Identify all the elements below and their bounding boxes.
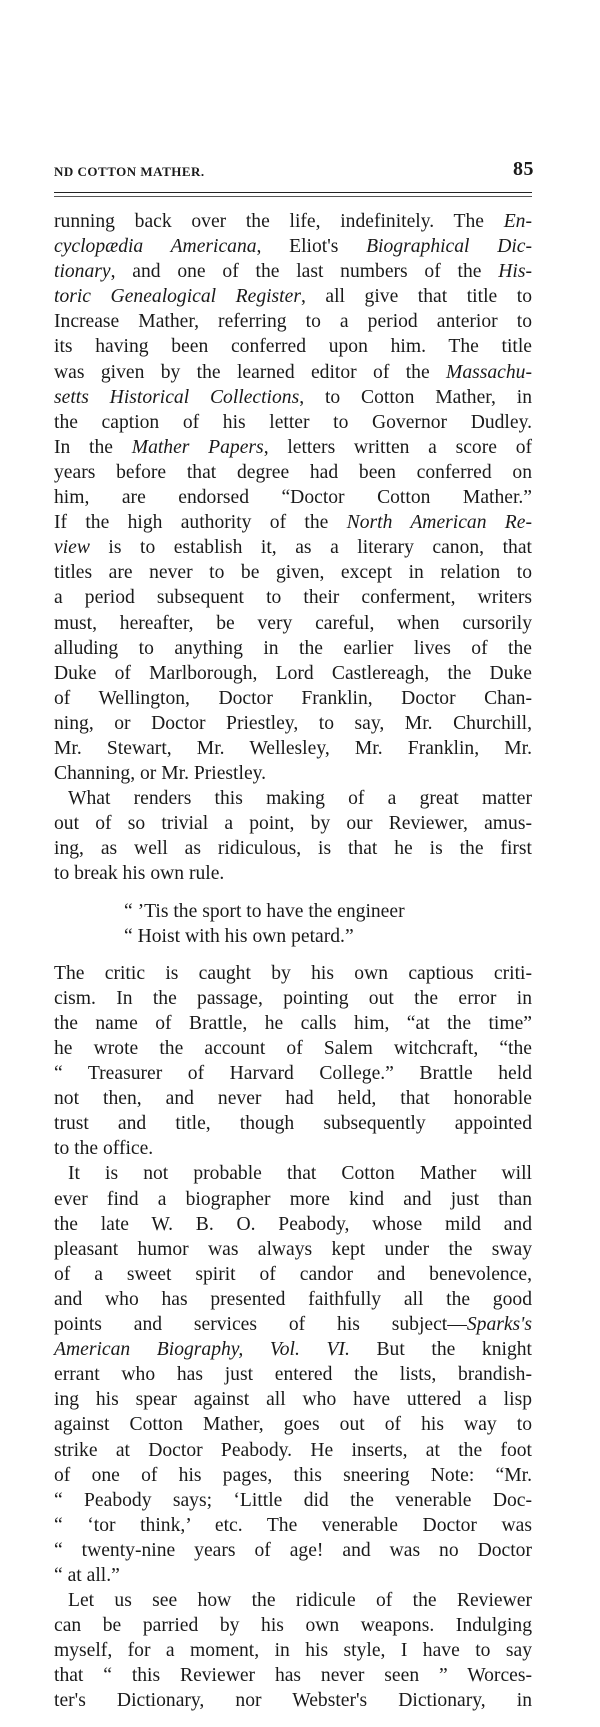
text-run: of one of his pages, this sneering Note: “Mr. [54,1464,532,1486]
text-run: In the [54,436,132,458]
text-line [54,1438,532,1463]
text-line [54,1638,532,1663]
text-run: ter's Dictionary, nor Webster's Dictionary, in [54,1690,532,1712]
text-run: myself, for a moment, in his style, I have to say [54,1640,532,1662]
text-run: of a sweet spirit of candor and benevolence, [54,1263,532,1285]
text-run: If the high authority of the [54,512,347,534]
text-run: years before that degree had been conferred on [54,461,532,483]
text-run: Increase Mather, referring to a period anterior to [54,311,532,333]
text-line [54,334,532,359]
italic-text: setts Historical Collections [54,386,300,408]
text-run: that “ this Reviewer has never seen ” Worces- [54,1665,532,1687]
text-line [54,1538,532,1563]
text-run: ing, as well as ridiculous, is that he is the first [54,838,532,860]
book-page [46,0,540,1714]
verse-quotation [54,899,532,949]
text-run: him, are endorsed “Doctor Cotton Mather.” [54,487,532,509]
text-run: trust and title, though subsequently appointed [54,1113,532,1135]
verse-line: “ Hoist with his own petard.” [124,925,354,947]
text-run: was given by the learned editor of the [54,361,447,383]
text-run: against Cotton Mather, goes out of his way to [54,1414,532,1436]
text-line [54,1688,532,1713]
running-title: ND COTTON MATHER. [54,164,205,179]
text-line [54,1588,532,1613]
text-line [54,1136,532,1161]
text-line [54,836,532,861]
text-run: , all give that title to [300,286,532,308]
text-line [54,1488,532,1513]
text-line [54,1187,532,1212]
text-run: ing his spear against all who have uttered a lisp [54,1389,532,1411]
italic-text: view [54,537,90,559]
header-rule-thin [54,196,532,197]
text-run: ning, or Doctor Priestley, to say, Mr. Churchill, [54,712,532,734]
text-line [54,961,532,986]
text-run: the late W. B. O. Peabody, whose mild and [54,1213,532,1235]
text-line [54,560,532,585]
text-line [54,1161,532,1186]
page-number: 85 [513,158,534,180]
text-line [54,1312,532,1337]
text-line [54,1011,532,1036]
text-line [54,1337,532,1362]
text-line [54,1563,532,1588]
text-line [54,385,532,410]
text-line [54,510,532,535]
text-run: “ twenty-nine years of age! and was no Doctor [54,1539,532,1561]
text-run: Let us see how the ridicule of the Reviewer [68,1590,532,1612]
text-run: is to establish it, as a literary canon, that [89,537,532,559]
text-run: Mr. Stewart, Mr. Wellesley, Mr. Franklin, Mr. [54,737,532,759]
text-line [54,986,532,1011]
text-line [54,1212,532,1237]
text-line [54,1412,532,1437]
text-run: running back over the life, indefinitely. The [54,211,504,232]
text-run: errant who has just entered the lists, brandish- [54,1364,532,1386]
text-run: a period subsequent to their conferment, writers [54,587,532,609]
text-run: points and services of his subject— [54,1314,467,1336]
text-run: ever find a biographer more kind and just than [54,1188,532,1210]
text-run: not then, and never had held, that honorable [54,1088,532,1110]
text-run: must, hereafter, be very careful, when cursorily [54,612,532,634]
text-line [54,661,532,686]
text-line [54,811,532,836]
italic-text: North American Re- [346,512,532,534]
text-run: strike at Doctor Peabody. He inserts, at the foot [54,1439,532,1461]
text-line [54,1036,532,1061]
italic-text: His- [498,261,532,283]
text-line [54,1262,532,1287]
text-run: cism. In the passage, pointing out the error in [54,987,532,1009]
text-line [54,460,532,485]
text-run: to the office. [54,1138,154,1160]
text-line [54,761,532,786]
text-line [54,1663,532,1688]
text-line [54,1463,532,1488]
text-run: the name of Brattle, he calls him, “at the time” [54,1012,532,1034]
italic-text: tionary [54,261,111,283]
italic-text: American Biography, Vol. VI. [54,1339,350,1361]
text-line [54,485,532,510]
text-line [54,209,532,234]
text-line [54,1061,532,1086]
running-head [46,158,540,182]
text-run: titles are never to be given, except in relation to [54,562,532,584]
text-line [54,1111,532,1136]
text-line [54,1287,532,1312]
text-run: “ Treasurer of Harvard College.” Brattle held [54,1063,532,1085]
text-line [54,786,532,811]
text-run: out of so trivial a point, by our Reviewer, amus- [54,813,532,835]
text-line [54,410,532,435]
text-run: But the knight [349,1339,532,1361]
italic-text: toric Genealogical Register [54,286,301,308]
italic-text: Massachu- [446,361,532,383]
text-line [54,585,532,610]
text-run: its having been conferred upon him. The title [54,336,532,358]
paragraph-block-2 [54,961,532,1714]
text-line [54,259,532,284]
text-line [54,535,532,560]
italic-text: Biographical Dic- [366,236,533,258]
header-rule [54,192,532,193]
text-run: , Eliot's [256,236,367,258]
text-run: can be parried by his own weapons. Indulging [54,1615,532,1637]
text-line [54,309,532,334]
text-run: “ Peabody says; ‘Little did the venerable Doc- [54,1489,532,1511]
text-run: , and one of the last numbers of the [110,261,499,283]
text-run: alluding to anything in the earlier lives of the [54,637,532,659]
text-run: , letters written a score of [263,436,533,458]
text-run: of Wellington, Doctor Franklin, Doctor Chan- [54,687,532,709]
text-line [54,611,532,636]
body-text [46,209,540,1714]
text-line [54,686,532,711]
text-run: Duke of Marlborough, Lord Castlereagh, the Duke [54,662,532,684]
text-line [54,711,532,736]
text-run: Channing, or Mr. Priestley. [54,763,267,785]
italic-text: Sparks's [466,1314,532,1336]
paragraph-block-1 [54,209,532,887]
text-line [54,636,532,661]
text-line [54,736,532,761]
text-run: to break his own rule. [54,863,225,885]
italic-text: Mather Papers [131,436,264,458]
verse-line: “ ’Tis the sport to have the engineer [124,900,405,922]
text-line [54,1086,532,1111]
text-line [54,861,532,886]
text-run: “ ‘tor think,’ etc. The venerable Doctor was [54,1514,532,1536]
text-run: and who has presented faithfully all the good [54,1288,532,1310]
text-line [54,1387,532,1412]
text-line [54,1513,532,1538]
text-run: pleasant humor was always kept under the sway [54,1238,532,1260]
text-run: “ at all.” [54,1564,120,1586]
text-run: the caption of his letter to Governor Dudley. [54,411,532,433]
text-line [54,1613,532,1638]
text-line [54,284,532,309]
text-line [54,1362,532,1387]
text-run: The critic is caught by his own captious criti- [54,962,532,984]
text-line [54,435,532,460]
italic-text: cyclopædia Americana [54,236,257,258]
text-line [54,360,532,385]
italic-text: En- [503,211,532,232]
text-line [54,234,532,259]
text-run: What renders this making of a great matter [68,788,532,810]
text-run: he wrote the account of Salem witchcraft, “the [54,1038,532,1059]
text-run: , to Cotton Mather, in [299,386,532,408]
text-line [54,1237,532,1262]
text-run: It is not probable that Cotton Mather will [68,1163,532,1185]
